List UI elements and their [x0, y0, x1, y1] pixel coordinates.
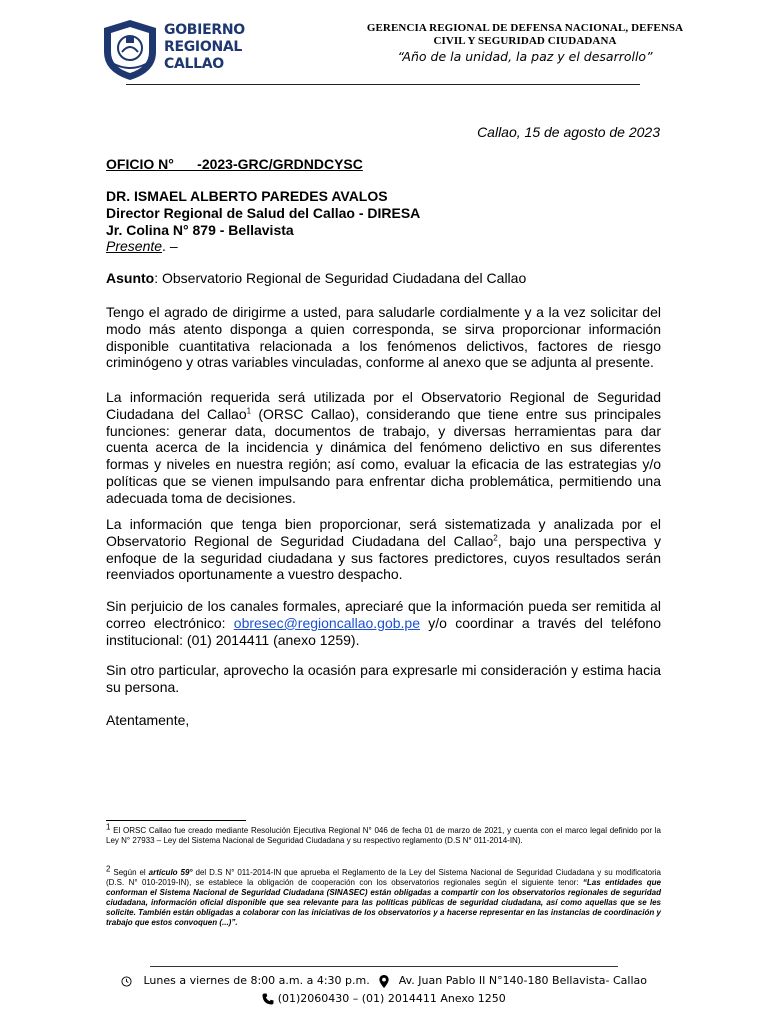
department-line-2: CIVIL Y SEGURIDAD CIUDADANA [433, 35, 617, 47]
footnote-ref-2: 2 [493, 533, 498, 543]
footnote-1: $^1$ El ORSC Callao fue creado mediante Resolución Ejecutiva Regional N° 046 de fecha 01 de marzo de 2021, y cuenta con el marco legal definido por la Ley N° 27933 – Ley del Sistema Nacional de Seguridad Ciudadana y su respectivo reglamento (D.S N° 011-2014-IN). [106, 822, 661, 845]
paragraph-4: Sin perjuicio de los canales formales, apreciaré que la información pueda ser remitida al correo electrónico: obresec@regioncallao.gob.pe y/o coordinar a través del teléfono institucional: (01) 2014411 (anexo 1259). [106, 598, 661, 648]
year-motto: “Año de la unidad, la paz y el desarrollo” [397, 49, 653, 64]
addressee-name: DR. ISMAEL ALBERTO PAREDES AVALOS [106, 188, 388, 204]
gobierno-regional-callao-logo [100, 18, 245, 82]
email-link[interactable]: obresec@regioncallao.gob.pe [233, 614, 421, 631]
presente-line: Presente. – [106, 238, 178, 255]
logo-wordmark: GOBIERNO REGIONAL CALLAO [164, 22, 245, 72]
paragraph-1: Tengo el agrado de dirigirme a usted, para saludarle cordialmente y a la vez solicitar del modo más atento disponga a quien corresponda, se sirva proporcionar información disponible cuantitativa relacionada a los fenómenos delictivos, factores de riesgo criminógeno y otras variables vinculadas, conforme al anexo que se adjunta al presente. [106, 304, 661, 371]
office-address: Av. Juan Pablo II N°140-180 Bellavista- Callao [398, 974, 648, 987]
office-hours: Lunes a viernes de 8:00 a.m. a 4:30 p.m. [143, 974, 370, 987]
addressee-block [106, 188, 661, 255]
footer-divider [150, 966, 618, 967]
oficio-number: OFICIO N° -2023-GRC/GRDNDCYSC [106, 156, 363, 172]
phone-numbers: (01)2060430 – (01) 2014411 Anexo 1250 [277, 992, 506, 1005]
clock-icon [121, 976, 132, 987]
addressee-position: Director Regional de Salud del Callao - DIRESA [106, 204, 421, 221]
footnote-ref-1: 1 [246, 406, 252, 416]
closing-salutation: Atentamente, [106, 712, 190, 728]
subject-text: : Observatorio Regional de Seguridad Ciudadana del Callao [154, 270, 527, 286]
subject-line [106, 270, 661, 287]
footer-phones [0, 992, 768, 1005]
subject-label: Asunto [106, 270, 155, 286]
footnote-divider [106, 820, 246, 821]
location-pin-icon [379, 975, 389, 988]
header-divider [126, 84, 640, 85]
phone-icon [262, 993, 274, 1005]
footnote-2: $^2$ Según el artículo 59° del D.S N° 011-2014-IN que aprueba el Reglamento de la Ley del Sistema Nacional de Seguridad Ciudadana y su modificatoria (D.S. N° 010-2019-IN), se establece la obligación de cooperación con los observatorios regionales según el siguiente tenor: “Las entidades que conforman el Sistema Nacional de Seguridad Ciudadana (SINASEC) están obligadas a compartir con los observatorios regionales de seguridad ciudadana, información oficial disponible que sea relevante para las políticas públicas de seguridad ciudadana, así como aquellas que se les solicite. También están obligadas a colaborar con las iniciativas de los observatorios y a hacerse representar en las instancias de coordinación y trabajo que estos convoquen (...)”. [106, 864, 662, 927]
paragraph-2: La información requerida será utilizada por el Observatorio Regional de Seguridad Ciudadana del Callao$^1$ (ORSC Callao), considerando que tiene entre sus principales funciones: generar data, documentos de trabajo, y diversas herramientas para dar cuenta acerca de la incidencia y dinámica del fenómeno delictivo en sus diferentes formas y niveles en nuestra región; así como, evaluar la eficacia de las estrategias y/o políticas que se vienen impulsando para enfrentar dicha problemática, permitiendo una adecuada toma de decisiones. [106, 389, 661, 506]
paragraph-5: Sin otro particular, aprovecho la ocasión para expresarle mi consideración y estima hacia su persona. [106, 662, 661, 695]
letter-date: Callao, 15 de agosto de 2023 [477, 124, 660, 140]
addressee-address: Jr. Colina N° 879 - Bellavista [106, 221, 294, 238]
footer-hours-address [0, 974, 768, 988]
department-line-1: GERENCIA REGIONAL DE DEFENSA NACIONAL, DEFENSA [366, 22, 684, 34]
paragraph-3: La información que tenga bien proporcionar, será sistematizada y analizada por el Observatorio Regional de Seguridad Ciudadana del Callao$^2$, bajo una perspectiva y enfoque de la seguridad ciudadana y sus factores predictores, cuyos resultados serán reenviados oportunamente a vuestro despacho. [106, 516, 661, 583]
callao-shield-icon [100, 18, 160, 82]
header-department [360, 22, 690, 64]
